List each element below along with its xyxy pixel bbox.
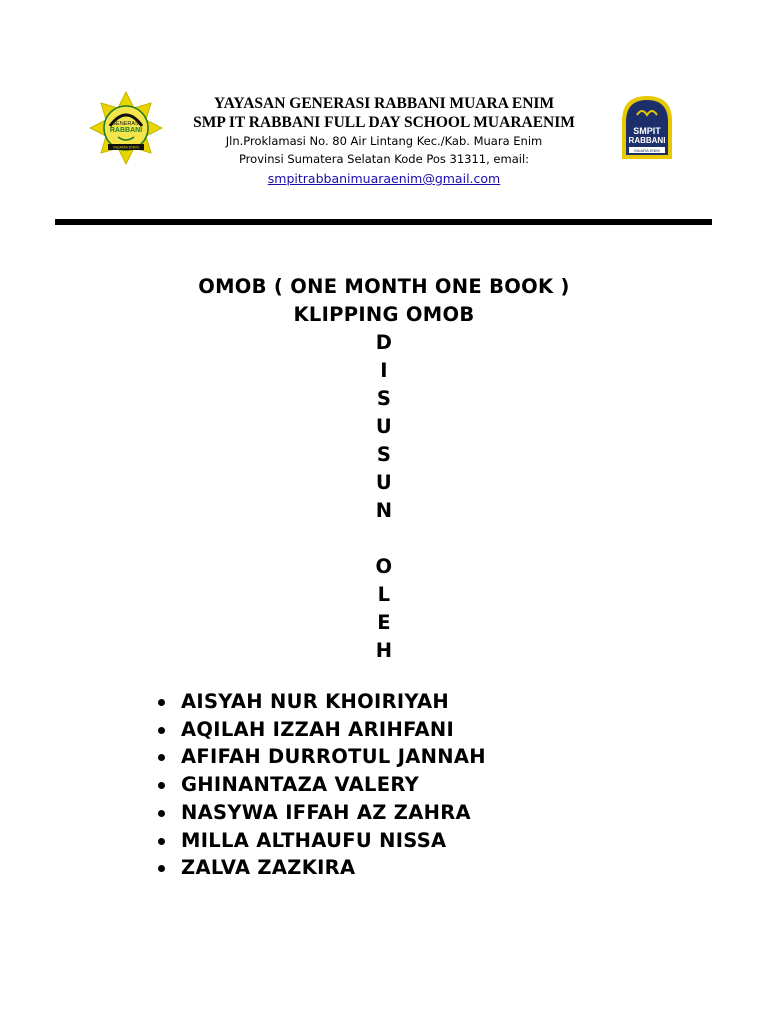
logo-left-text-main: RABBANI [109,127,143,134]
list-item: AQILAH IZZAH ARIHFANI [150,716,486,744]
vertical-letter: U [375,471,393,494]
list-item: MILLA ALTHAUFU NISSA [150,827,486,855]
foundation-name: YAYASAN GENERASI RABBANI MUARA ENIM [213,95,555,112]
list-item: AFIFAH DURROTUL JANNAH [150,743,486,771]
list-item: GHINANTAZA VALERY [150,771,486,799]
vertical-letter: O [375,555,393,578]
vertical-letter: U [375,415,393,438]
cover-title [0,273,768,665]
generasi-rabbani-logo-icon [88,90,164,166]
address-line-2: Provinsi Sumatera Selatan Kode Pos 31311, email: [238,152,530,166]
member-list [150,688,486,882]
logo-left-text-bottom: MUARA ENIM [113,144,139,150]
address-line-1: Jln.Proklamasi No. 80 Air Lintang Kec./Kab. Muara Enim [225,134,543,148]
list-item: ZALVA ZAZKIRA [150,854,486,882]
logo-left-text-top: GENERASI [111,121,141,127]
vertical-word-oleh [0,553,768,665]
title-line-2: KLIPPING OMOB [293,303,475,326]
letterhead-text [160,94,608,188]
vertical-letter: N [375,499,393,522]
logo-right-text-sub: RABBANI [628,136,666,145]
list-item: AISYAH NUR KHOIRIYAH [150,688,486,716]
vertical-word-disusun [0,329,768,525]
vertical-word-gap [0,525,768,553]
logo-right-text-main: SMPIT [633,126,661,136]
header-divider [55,219,712,225]
logo-right-text-bottom: MUARA ENIM [634,147,660,153]
school-name: SMP IT RABBANI FULL DAY SCHOOL MUARAENIM [193,114,575,131]
vertical-letter: E [377,611,391,634]
vertical-letter: I [380,359,388,382]
vertical-letter: S [376,387,392,410]
vertical-letter: D [375,331,393,354]
title-line-1: OMOB ( ONE MONTH ONE BOOK ) [198,275,570,298]
letterhead [0,0,768,200]
vertical-letter: S [376,443,392,466]
email-link[interactable]: smpitrabbanimuaraenim@gmail.com [267,171,501,186]
list-item: NASYWA IFFAH AZ ZAHRA [150,799,486,827]
vertical-letter: H [375,639,393,662]
smpit-rabbani-logo-icon [617,93,677,163]
vertical-letter: L [377,583,391,606]
